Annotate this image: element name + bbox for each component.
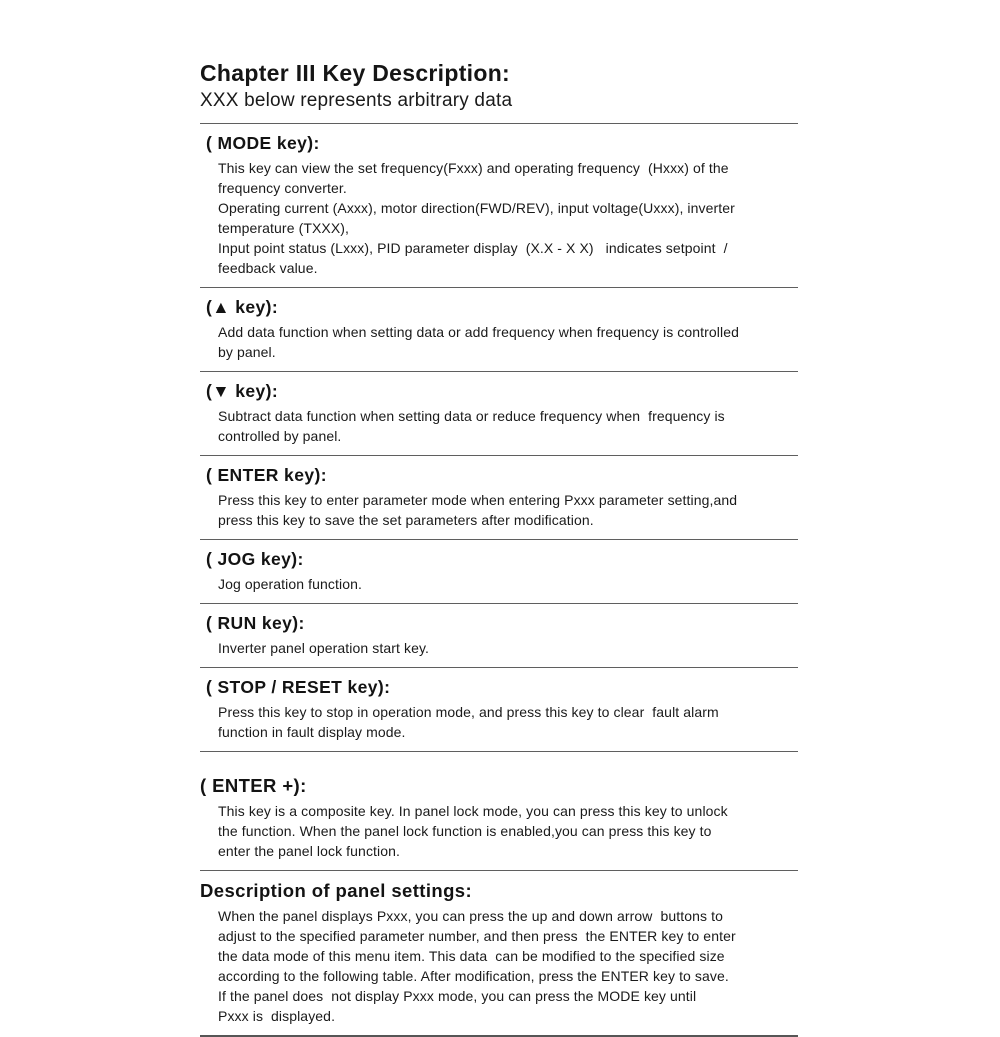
- section-body-jog-key: [200, 574, 798, 594]
- section-enter-plus-key: [200, 752, 798, 871]
- section-heading-enter-plus-key: ( ENTER +):: [200, 775, 307, 796]
- section-heading-panel-settings: Description of panel settings:: [200, 880, 473, 901]
- section-heading-mode-key: ( MODE key):: [206, 133, 320, 153]
- text-line: When the panel displays Pxxx, you can press the up and down arrow buttons to: [218, 908, 723, 924]
- section-down-arrow-key: [200, 372, 798, 456]
- section-heading-up-arrow-key: (▲ key):: [206, 297, 279, 317]
- section-run-key: [200, 604, 798, 668]
- text-line: Operating current (Axxx), motor direction(FWD/REV), input voltage(Uxxx), inverter: [218, 200, 735, 216]
- text-line: If the panel does not display Pxxx mode, you can press the MODE key until: [218, 988, 697, 1004]
- text-line: Jog operation function.: [218, 576, 362, 592]
- text-line: feedback value.: [218, 260, 318, 276]
- section-heading-jog-key: ( JOG key):: [206, 549, 304, 569]
- section-heading-stop-reset-key: ( STOP / RESET key):: [206, 677, 391, 697]
- text-line: enter the panel lock function.: [218, 843, 401, 859]
- section-list: [200, 123, 798, 1037]
- text-line: according to the following table. After modification, press the ENTER key to save.: [218, 968, 729, 984]
- text-line: temperature (TXXX),: [218, 220, 350, 236]
- section-body-run-key: [200, 638, 798, 658]
- section-heading-enter-key: ( ENTER key):: [206, 465, 327, 485]
- section-body-enter-plus-key: [200, 801, 798, 861]
- section-body-stop-reset-key: [200, 702, 798, 742]
- text-line: function in fault display mode.: [218, 724, 406, 740]
- section-jog-key: [200, 540, 798, 604]
- text-line: Press this key to stop in operation mode, and press this key to clear fault alarm: [218, 704, 719, 720]
- text-line: Add data function when setting data or add frequency when frequency is controlled: [218, 324, 739, 340]
- text-line: Inverter panel operation start key.: [218, 640, 430, 656]
- section-panel-settings: [200, 871, 798, 1037]
- page-subtitle: XXX below represents arbitrary data: [200, 90, 513, 111]
- section-up-arrow-key: [200, 288, 798, 372]
- page-title: Chapter III Key Description:: [200, 60, 511, 86]
- text-line: press this key to save the set parameters after modification.: [218, 512, 594, 528]
- section-body-down-arrow-key: [200, 406, 798, 446]
- text-line: controlled by panel.: [218, 428, 342, 444]
- section-body-up-arrow-key: [200, 322, 798, 362]
- text-line: This key can view the set frequency(Fxxx) and operating frequency (Hxxx) of the: [218, 160, 729, 176]
- text-line: This key is a composite key. In panel lock mode, you can press this key to unlock: [218, 803, 728, 819]
- section-body-panel-settings: [200, 906, 798, 1026]
- text-line: the data mode of this menu item. This data can be modified to the specified size: [218, 948, 725, 964]
- section-stop-reset-key: [200, 668, 798, 752]
- document-content: [200, 58, 798, 1037]
- text-line: Input point status (Lxxx), PID parameter display (X.X - X X) indicates setpoint /: [218, 240, 728, 256]
- section-enter-key: [200, 456, 798, 540]
- text-line: the function. When the panel lock function is enabled,you can press this key to: [218, 823, 712, 839]
- section-body-enter-key: [200, 490, 798, 530]
- text-line: Pxxx is displayed.: [218, 1008, 336, 1024]
- section-body-mode-key: [200, 158, 798, 278]
- text-line: frequency converter.: [218, 180, 347, 196]
- section-heading-run-key: ( RUN key):: [206, 613, 305, 633]
- section-heading-down-arrow-key: (▼ key):: [206, 381, 279, 401]
- text-line: adjust to the specified parameter number, and then press the ENTER key to enter: [218, 928, 736, 944]
- text-line: Press this key to enter parameter mode when entering Pxxx parameter setting,and: [218, 492, 738, 508]
- text-line: by panel.: [218, 344, 276, 360]
- text-line: Subtract data function when setting data or reduce frequency when frequency is: [218, 408, 725, 424]
- section-mode-key: [200, 124, 798, 288]
